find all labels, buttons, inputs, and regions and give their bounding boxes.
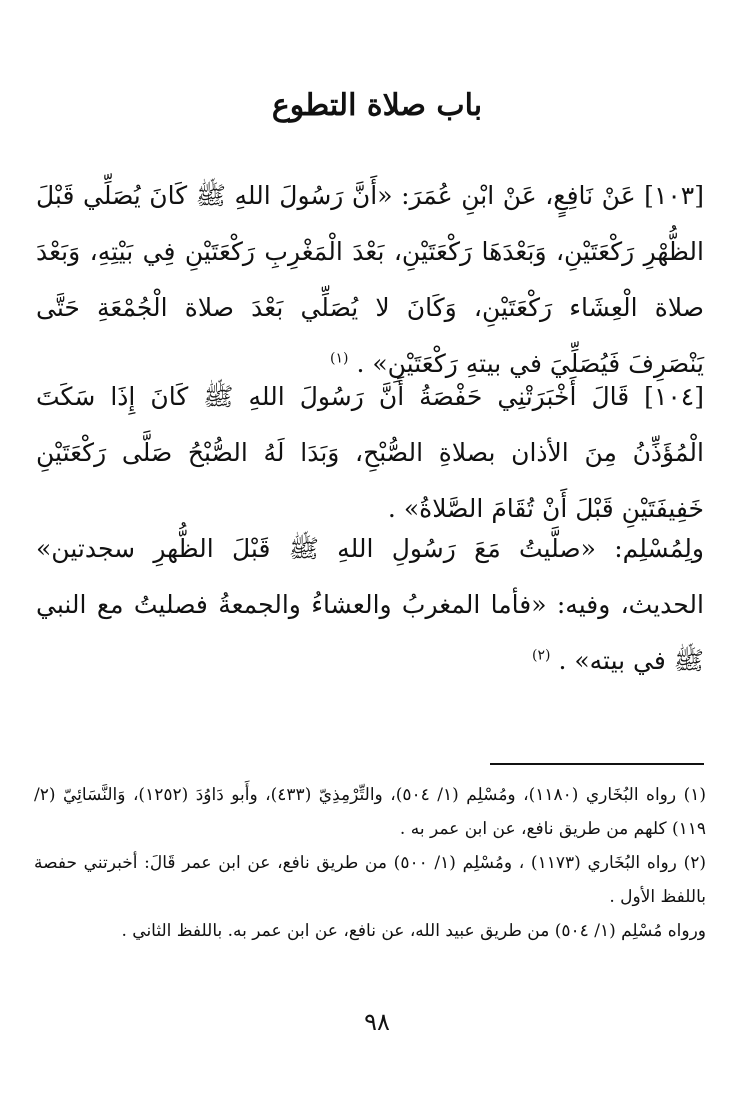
footnote-mark-1: (١) (330, 350, 349, 367)
muslim-note (36, 521, 704, 689)
chapter-title: باب صلاة التطوع (271, 88, 483, 123)
muslim-note-text: ولِمُسْلِم: «صلَّيتُ مَعَ رَسُولِ اللهِ ﷺ قَبْلَ الظُّهرِ سجدتين» الحديث، وفيه: «فأما المغربُ والعشاءُ والجمعةُ فصليتُ مع النبي ﷺ في بيته» . (36, 534, 704, 675)
footnote-2-continued: ورواه مُسْلِم (١/ ٥٠٤) من طريق عبيد الله، عن نافع، عن ابن عمر به. باللفظ الثاني . (121, 921, 706, 941)
hadith-104 (36, 369, 704, 537)
footnote-2: (٢) رواه البُخَاري (١١٧٣) ، ومُسْلِم (١/ ٥٠٠) من طريق نافع، عن ابن عمر قَالَ: أخبرتني حفصة باللفظ الأول . (34, 853, 706, 907)
footnote-mark-2: (٢) (532, 647, 551, 664)
hadith-103 (36, 168, 704, 392)
page-number: ٩٨ (364, 1008, 390, 1036)
footnotes (34, 778, 706, 948)
hadith-103-text: [١٠٣] عَنْ نَافِعٍ، عَنْ ابْنِ عُمَرَ: «أَنَّ رَسُولَ اللهِ ﷺ كَانَ يُصَلِّي قَبْلَ الظُّهْرِ رَكْعَتَيْنِ، وَبَعْدَهَا رَكْعَتَيْنِ، بَعْدَ الْمَغْرِبِ رَكْعَتَيْنِ فِي بَيْتِهِ، وَبَعْدَ صلاة الْعِشَاء رَكْعَتَيْنِ، وَكَانَ لا يُصَلِّي بَعْدَ صلاة الْجُمْعَةِ حَتَّى يَنْصَرِفَ فَيُصَلِّيَ في بيتهِ رَكْعَتَيْنِ» . (36, 181, 704, 378)
footnote-1: (١) رواه البُخَاري (١١٨٠)، ومُسْلِم (١/ ٥٠٤)، والتِّرْمِذِيّ (٤٣٣)، وأَبو دَاوُدَ (١٢٥٢)، وَالنَّسَائِيّ (٢/ ١١٩) كلهم من طريق نافع، عن ابن عمر به . (34, 785, 706, 839)
footnote-divider (490, 763, 704, 765)
hadith-104-text: [١٠٤] قَالَ أَخْبَرَتْنِي حَفْصَةُ أَنَّ رَسُولَ اللهِ ﷺ كَانَ إِذَا سَكَتَ الْمُؤَذِّنُ مِنَ الأذان بصلاةِ الصُّبْحِ، وَبَدَا لَهُ الصُّبْحُ صَلَّى رَكْعَتَيْنِ خَفِيفَتَيْنِ قَبْلَ أَنْ تُقَامَ الصَّلاةُ» . (36, 382, 705, 523)
